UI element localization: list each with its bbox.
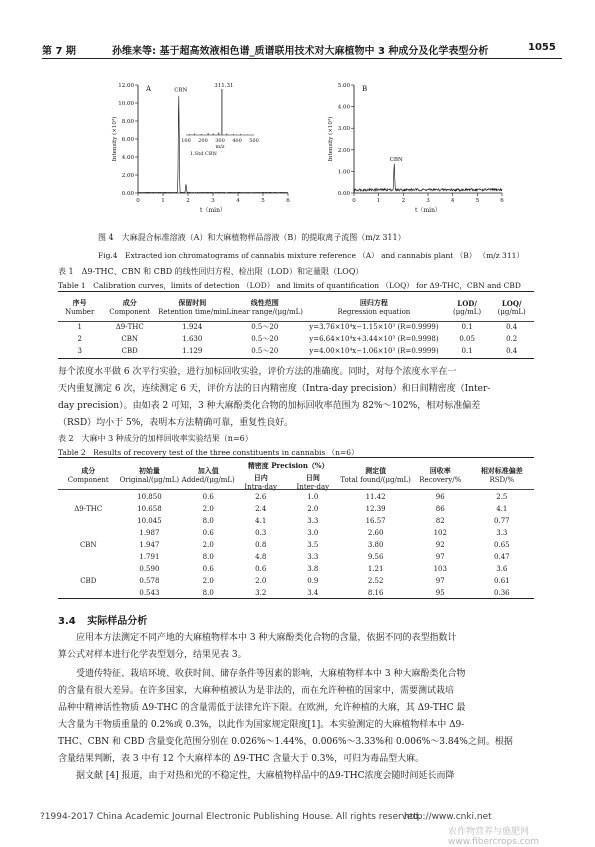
table-cell: Δ9-THC — [115, 323, 144, 331]
header-line: Component — [67, 476, 109, 484]
chart-panel-b — [327, 83, 504, 214]
x-tick-label: 1 — [161, 198, 165, 204]
text-line: 的含量有很大差异。在许多国家，大麻种植被认为是非法的，而在允许种植的国家中，需要测试栽培 — [58, 686, 455, 696]
table-cell: 0.578 — [139, 577, 160, 585]
table-cell: 0.8 — [255, 541, 267, 549]
table-cell: 3.8 — [307, 565, 319, 573]
table-cell: 3.3 — [307, 553, 319, 561]
y-tick-label: 2.00 — [337, 147, 350, 154]
table1-title-cn: 表 1 Δ9-THC、CBN 和 CBD 的线性回归方程、检出限（LOD）和定量限（LOQ） — [58, 267, 364, 276]
table2-header-cell — [58, 459, 119, 491]
text-line: 品种中精神活性物质 Δ9-THC 的含量需低于法律允许下限。在欧洲，允许种植的大麻，其 Δ9-THC 最 — [58, 703, 466, 713]
table1-header-cell — [101, 293, 158, 321]
table-cell: y=3.76×10⁴x−1.15×10³ (R=0.9999) — [309, 323, 439, 331]
header-line: 相对标准偏差 — [480, 466, 523, 475]
table-cell: 0.36 — [494, 589, 510, 597]
table-cell: 2.52 — [367, 577, 384, 585]
header-line: 测定值 — [365, 466, 387, 475]
text-line: （RSD）均小于 5%，表明本方法精确可靠，重复性良好。 — [58, 418, 294, 428]
table-cell: CBD — [121, 347, 138, 355]
table-cell: 10.658 — [137, 505, 162, 513]
y-tick-label: 1.00 — [337, 169, 350, 176]
table-cell: 0.6 — [202, 529, 214, 537]
running-title: 孙维来等: 基于超高效液相色谱_质谱联用技术对大麻植物中 3 种成分及化学表型分析 — [112, 46, 489, 57]
table-cell: 4.1 — [255, 517, 267, 525]
x-tick-label: 0 — [352, 198, 356, 204]
peak-label: CBN — [174, 87, 188, 94]
x-tick-label: 5 — [475, 198, 480, 204]
table-cell: 3.5 — [307, 541, 319, 549]
table-cell: 2.6 — [255, 493, 267, 501]
table2-header-cell — [180, 459, 236, 491]
y-tick-label: 12.00 — [118, 83, 134, 89]
table-cell: 1.924 — [182, 323, 203, 331]
table-cell: 4.8 — [255, 553, 267, 561]
table-cell: 1.791 — [139, 553, 160, 561]
inset-axis-label: m/z — [215, 144, 225, 150]
peak-label: CBN — [389, 156, 403, 163]
text-line: 每个浓度水平做 6 次平行实验，进行加标回收实验，评价方法的准确度。同时，对每个浓度水平在一 — [58, 367, 457, 377]
table2-header-cell — [411, 459, 470, 491]
header-line: RSD/% — [489, 476, 515, 484]
table-cell: 3.80 — [367, 541, 384, 549]
header-line: 线性范围 — [250, 298, 279, 307]
text-line: 应用本方法测定不同产地的大麻植物样本中 3 种大麻酚类化合物的含量，依据不同的表型指数计 — [76, 633, 457, 643]
table-cell: 82 — [435, 517, 445, 525]
table-cell: 3.4 — [307, 589, 319, 597]
x-tick-label: 0 — [136, 198, 140, 204]
table-cell: 0.6 — [202, 565, 214, 573]
table-cell: 2 — [77, 335, 82, 343]
table-cell: 1.129 — [182, 347, 203, 355]
text-line: 据文献 [4] 报道，由于对热和光的不稳定性，大麻植物样品中的Δ9-THC浓度会随时间延长而降 — [76, 771, 455, 781]
component-cell: CBD — [80, 577, 97, 585]
table-cell: 102 — [433, 529, 447, 537]
table-cell: 0.77 — [494, 517, 510, 525]
table-cell: 2.60 — [367, 529, 384, 537]
table-cell: 0.4 — [506, 347, 518, 355]
table-cell: 10.045 — [137, 517, 162, 525]
header-line: LOD/ — [457, 298, 477, 308]
table2-header-cell — [119, 459, 181, 491]
y-tick-label: 2.00 — [121, 173, 134, 179]
header-line: 成分 — [81, 466, 96, 475]
text-line: day precision）。由如表 2 可知，3 种大麻酚类化合物的加标回收率范围为 82%～102%，相对标准偏差 — [58, 401, 481, 411]
table-cell: 97 — [435, 577, 445, 585]
table-row — [58, 321, 534, 333]
table-cell: 1 — [77, 323, 82, 331]
table1-mid-rule — [58, 321, 534, 322]
header-line: LOQ/ — [501, 298, 522, 308]
header-line: 序号 — [72, 298, 87, 307]
panel-label: A — [146, 85, 152, 93]
table-cell: 0.590 — [139, 565, 160, 573]
section-title: 实际样品分析 — [87, 616, 148, 627]
table-cell: 97 — [435, 553, 445, 561]
section-heading — [58, 612, 147, 627]
inset-tick-label: 300 — [215, 138, 225, 144]
table2-header-cell — [340, 459, 411, 491]
inset-tick-label: 400 — [232, 138, 242, 144]
table-cell: 0.3 — [255, 529, 267, 537]
y-tick-label: 10.00 — [118, 101, 134, 107]
inset-tick-label: 200 — [198, 138, 208, 144]
chromatogram-trace — [354, 164, 502, 191]
header-line: 成分 — [122, 298, 137, 307]
table1-header-cell — [303, 293, 445, 321]
text-line: THC、CBN 和 CBD 含量变化范围分别在 0.026%～1.44%、0.006%～3.33%和 0.006%～3.84%之间。根据 — [58, 737, 513, 747]
header-line: Intra-day — [244, 483, 278, 491]
x-tick-label: 2 — [401, 198, 406, 204]
table-cell: 0.1 — [461, 347, 473, 355]
header-line: 初始量 — [138, 466, 160, 475]
x-tick-label: 2 — [186, 198, 190, 204]
inset-tick-label: 500 — [249, 138, 259, 144]
issue-label: 第 7 期 — [42, 46, 76, 57]
x-tick-label: 4 — [236, 198, 240, 204]
x-axis-label: t（min） — [200, 207, 226, 214]
inset-tick-label: 100 — [181, 138, 191, 144]
figure-caption-cn: 图 4 大麻混合标准溶液（A）和大麻植物样品溶液（B）的提取离子流图（m/z 311） — [98, 233, 406, 242]
table-cell: 8.0 — [202, 553, 214, 561]
text-line: 天内重复测定 6 次，连续测定 6 天，评价方法的日内精密度（Intra-day precision）和日间精密度（Inter- — [58, 384, 491, 394]
figure-caption-en: Fig.4 Extracted ion chromatograms of cannabis mixture reference （A） and cannabis plant （B） （m/z 311） — [98, 251, 524, 260]
inset-peak-label: 311.31 — [214, 83, 234, 89]
text-line: 算公式对样本进行化学表型划分，结果见表 3。 — [58, 650, 247, 660]
y-tick-label: 5.00 — [337, 83, 350, 89]
header-line: Total found/(μg/mL) — [340, 476, 411, 484]
table2-bottom-rule — [58, 598, 534, 599]
table-cell: 0.5～20 — [251, 335, 279, 343]
watermark-text: 农作物营养与施肥网 www.fibercrops.com — [448, 827, 539, 847]
x-tick-label: 3 — [426, 198, 430, 204]
text-line: 受遗传特征、栽培环境、收获时间、储存条件等因素的影响，大麻植物样本中 3 种大麻酚类化合物 — [76, 669, 466, 679]
header-line: Regression equation — [337, 308, 411, 316]
y-tick-label: 6.00 — [121, 137, 134, 143]
table-cell: 0.6 — [255, 565, 267, 573]
table-cell: 2.5 — [496, 493, 508, 501]
table-cell: 9.56 — [367, 553, 384, 561]
table-cell: 0.61 — [494, 577, 510, 585]
y-axis-label: Intensity (×10⁴) — [328, 116, 334, 162]
table-cell: 1.0 — [307, 493, 319, 501]
table-cell: 1.947 — [139, 541, 160, 549]
table-row — [58, 333, 534, 345]
text-line: 大含量为干物质重量的 0.2%或 0.3%，以此作为国家规定限度[1]。本实验测定的大麻植物样本中 Δ9- — [58, 720, 465, 730]
table-cell: 0.05 — [459, 335, 475, 343]
table1-header-cell — [489, 293, 534, 321]
header-line: Added/(μg/mL) — [181, 476, 235, 484]
table-cell: 96 — [435, 493, 445, 501]
table-row — [58, 503, 534, 515]
table-cell: 0.65 — [494, 541, 510, 549]
section-number: 3.4 — [58, 616, 76, 627]
header-line: Recovery/% — [419, 476, 462, 484]
table1-top-rule — [58, 291, 534, 292]
header-line: 回归方程 — [359, 298, 388, 307]
table-cell: y=4.00×10⁴x−1.06×10³ (R=0.9999) — [309, 347, 439, 355]
header-line: Linear range/(μg/mL) — [226, 308, 303, 316]
table-cell: 3.3 — [496, 529, 508, 537]
table-cell: 1.630 — [182, 335, 203, 343]
table-cell: 3.0 — [307, 529, 319, 537]
header-line: Number — [65, 308, 95, 316]
chart-panel-a — [111, 83, 290, 214]
table-cell: 0.6 — [202, 493, 214, 501]
table1-header-cell — [445, 293, 490, 321]
table-cell: 0.2 — [506, 335, 518, 343]
y-tick-label: 4.00 — [121, 155, 134, 161]
table-row — [58, 575, 534, 587]
table-cell: 3 — [77, 347, 82, 355]
table-cell: 2.4 — [255, 505, 267, 513]
header-line: Original/(μg/mL) — [119, 476, 180, 484]
header-line: Component — [109, 308, 151, 316]
x-tick-label: 6 — [286, 198, 290, 204]
table-cell: 1.21 — [367, 565, 384, 573]
table-row — [58, 345, 534, 357]
x-tick-label: 6 — [500, 198, 504, 204]
copyright-notice: ?1994-2017 China Academic Journal Electronic Publishing House. All rights reserved. — [40, 812, 422, 822]
table-cell: 0.9 — [307, 577, 319, 585]
table-row — [58, 551, 534, 563]
header-line: 保留时间 — [178, 298, 207, 307]
table-cell: 3.6 — [496, 565, 508, 573]
table-cell: 0.5～20 — [251, 323, 279, 331]
table2-header-cell — [236, 459, 340, 473]
y-tick-label: 0.00 — [337, 191, 350, 197]
header-line: 加入值 — [197, 466, 219, 475]
x-tick-label: 5 — [261, 198, 265, 204]
table-cell: 0.4 — [506, 323, 518, 331]
table1 — [58, 293, 534, 357]
table-cell: 2.0 — [202, 577, 214, 585]
x-tick-label: 1 — [376, 198, 381, 204]
component-cell: CBN — [79, 541, 97, 549]
header-line: (μg/mL) — [497, 307, 526, 316]
header-rule — [42, 58, 562, 59]
table-row — [58, 491, 534, 503]
table-cell: 12.39 — [365, 505, 386, 513]
table-row — [58, 527, 534, 539]
table-cell: 0.47 — [494, 553, 510, 561]
table-cell: 1.987 — [139, 529, 160, 537]
table-cell: 3.3 — [307, 517, 319, 525]
page-number: 1055 — [528, 42, 556, 53]
table2-mid-rule — [58, 489, 534, 490]
header-line: 日间 — [305, 473, 320, 482]
header-line: Inter-day — [296, 483, 330, 491]
cnki-link[interactable]: http://www.cnki.net — [404, 812, 492, 822]
table2-title-en: Table 2 Results of recovery test of the three constituents in cannabis （n=6） — [58, 448, 359, 457]
inset-note: 1.Std CBN — [190, 151, 217, 157]
paragraph-analysis — [58, 630, 456, 664]
table-row — [58, 539, 534, 551]
table-cell: 4.1 — [496, 505, 508, 513]
table-cell: 0.5～20 — [251, 347, 279, 355]
x-tick-label: 3 — [211, 198, 215, 204]
table1-title-en: Table 1 Calibration curves，limits of detection （LOD） and limits of quantification （LOQ） for Δ9-THC，CBN and CBD — [58, 281, 521, 290]
header-line: 回收率 — [429, 466, 451, 475]
table-cell: 2.0 — [202, 541, 214, 549]
table-cell: 2.0 — [255, 577, 267, 585]
table2 — [58, 459, 534, 599]
x-axis-label: t（min） — [415, 207, 441, 214]
table-cell: 2.0 — [202, 505, 214, 513]
component-cell: Δ9-THC — [74, 505, 103, 513]
figure-4 — [90, 75, 540, 225]
table-cell: y=6.64×10⁴x+3.44×10³ (R=0.9998) — [309, 335, 439, 343]
y-tick-label: 0.00 — [121, 191, 134, 197]
table-cell: CBN — [121, 335, 139, 343]
table-cell: 10.850 — [137, 493, 162, 501]
table1-header-cell — [158, 293, 226, 321]
y-tick-label: 4.00 — [337, 104, 350, 111]
chromatogram-trace — [138, 96, 288, 193]
table-cell: 86 — [435, 505, 445, 513]
table-cell: 16.57 — [365, 517, 386, 525]
table-cell: 3.2 — [255, 589, 267, 597]
table1-header-cell — [227, 293, 303, 321]
table-cell: 0.543 — [139, 589, 160, 597]
header-line: 精密度 Precision（%） — [247, 461, 329, 470]
table1-bottom-rule — [58, 358, 534, 359]
table-cell: 92 — [435, 541, 445, 549]
table-row — [58, 563, 534, 575]
table-cell: 8.0 — [202, 517, 214, 525]
paragraph-precision — [58, 364, 490, 432]
text-line: 含量结果判断，表 3 中有 12 个大麻样本的 Δ9-THC 含量大于 0.3%，可归为毒品型大麻。 — [58, 754, 425, 764]
header-line: Retention time/min — [158, 308, 227, 316]
table-row — [58, 515, 534, 527]
table-cell: 8.16 — [367, 589, 384, 597]
table-cell: 2.0 — [307, 505, 319, 513]
table-cell: 95 — [435, 589, 445, 597]
y-tick-label: 8.00 — [121, 119, 134, 125]
table2-title-cn: 表 2 大麻中 3 种成分的加样回收率实验结果（n=6） — [58, 434, 253, 443]
table-cell: 11.42 — [365, 493, 386, 501]
table-cell: 8.0 — [202, 589, 214, 597]
table1-header-cell — [58, 293, 101, 321]
table-cell: 0.1 — [461, 323, 473, 331]
table-cell: 103 — [433, 565, 447, 573]
paragraph-variation — [58, 666, 513, 785]
y-axis-label: Intensity (×10⁴) — [112, 116, 118, 162]
header-line: 日内 — [253, 473, 268, 482]
x-tick-label: 4 — [450, 198, 455, 204]
header-line: (μg/mL) — [453, 307, 482, 316]
table2-header-cell — [470, 459, 534, 491]
y-tick-label: 3.00 — [337, 126, 350, 133]
table2-top-rule — [58, 457, 534, 458]
panel-label: B — [362, 85, 368, 93]
